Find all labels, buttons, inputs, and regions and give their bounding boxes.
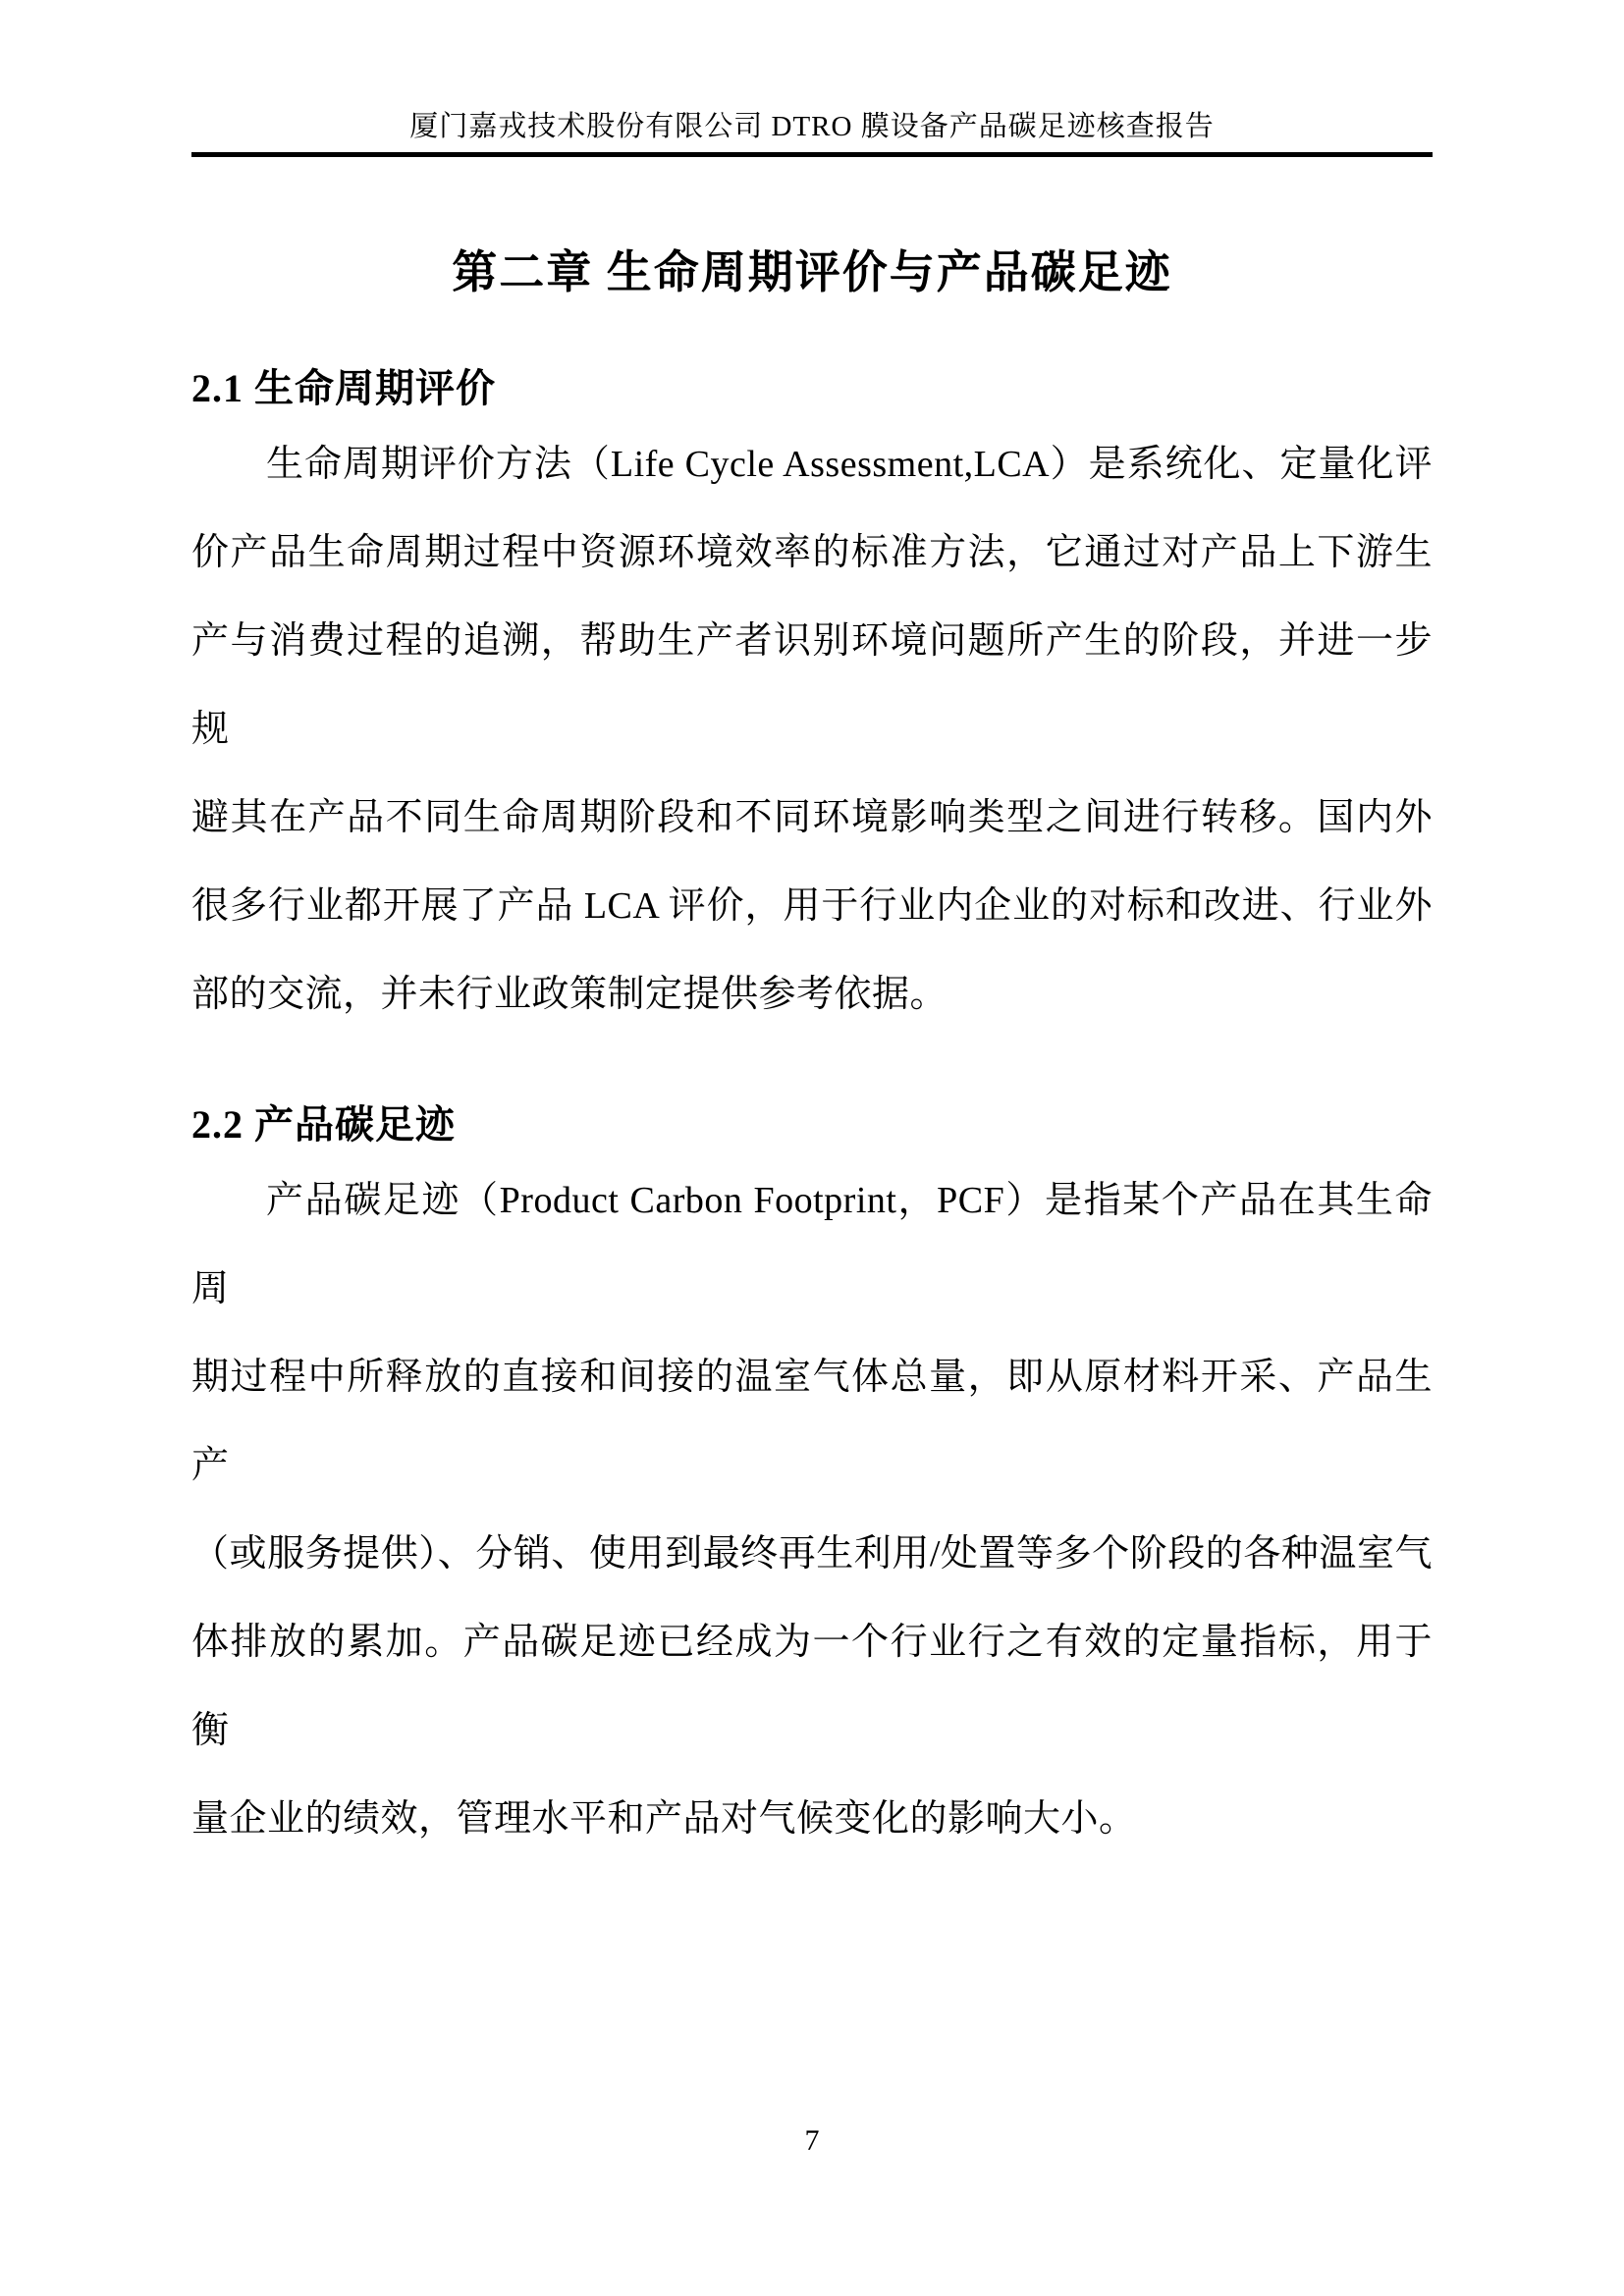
- body-line: （或服务提供）、分销、使用到最终再生利用/处置等多个阶段的各种温室气: [191, 1532, 1433, 1575]
- body-line: 生命周期评价方法（Life Cycle Assessment,LCA）是系统化、定量化评: [266, 443, 1433, 485]
- body-line: 期过程中所释放的直接和间接的温室气体总量，即从原材料开采、产品生产: [191, 1356, 1433, 1486]
- chapter-title: 第二章 生命周期评价与产品碳足迹: [452, 246, 1172, 297]
- section-heading-2-2: 2.2 产品碳足迹: [191, 1101, 456, 1147]
- body-line: 产品碳足迹（Product Carbon Footprint，PCF）是指某个产品在其生命周: [191, 1179, 1433, 1309]
- body-line: 体排放的累加。产品碳足迹已经成为一个行业行之有效的定量指标，用于衡: [191, 1621, 1433, 1751]
- body-line: 价产品生命周期过程中资源环境效率的标准方法，它通过对产品上下游生: [191, 531, 1433, 573]
- body-line: 量企业的绩效，管理水平和产品对气候变化的影响大小。: [191, 1797, 1137, 1840]
- page-number: 7: [804, 2124, 820, 2157]
- header-rule: [191, 152, 1433, 157]
- section-2-2-paragraph: [191, 1156, 1433, 1863]
- body-line: 部的交流，并未行业政策制定提供参考依据。: [191, 973, 948, 1015]
- section-2-1-paragraph: [191, 420, 1433, 1039]
- body-line: 产与消费过程的追溯，帮助生产者识别环境问题所产生的阶段，并进一步规: [191, 619, 1433, 750]
- body-line: 避其在产品不同生命周期阶段和不同环境影响类型之间进行转移。国内外: [191, 796, 1433, 838]
- body-line: 很多行业都开展了产品 LCA 评价，用于行业内企业的对标和改进、行业外: [191, 884, 1433, 927]
- running-header: 厦门嘉戎技术股份有限公司 DTRO 膜设备产品碳足迹核查报告: [409, 111, 1215, 142]
- section-heading-2-1: 2.1 生命周期评价: [191, 365, 496, 410]
